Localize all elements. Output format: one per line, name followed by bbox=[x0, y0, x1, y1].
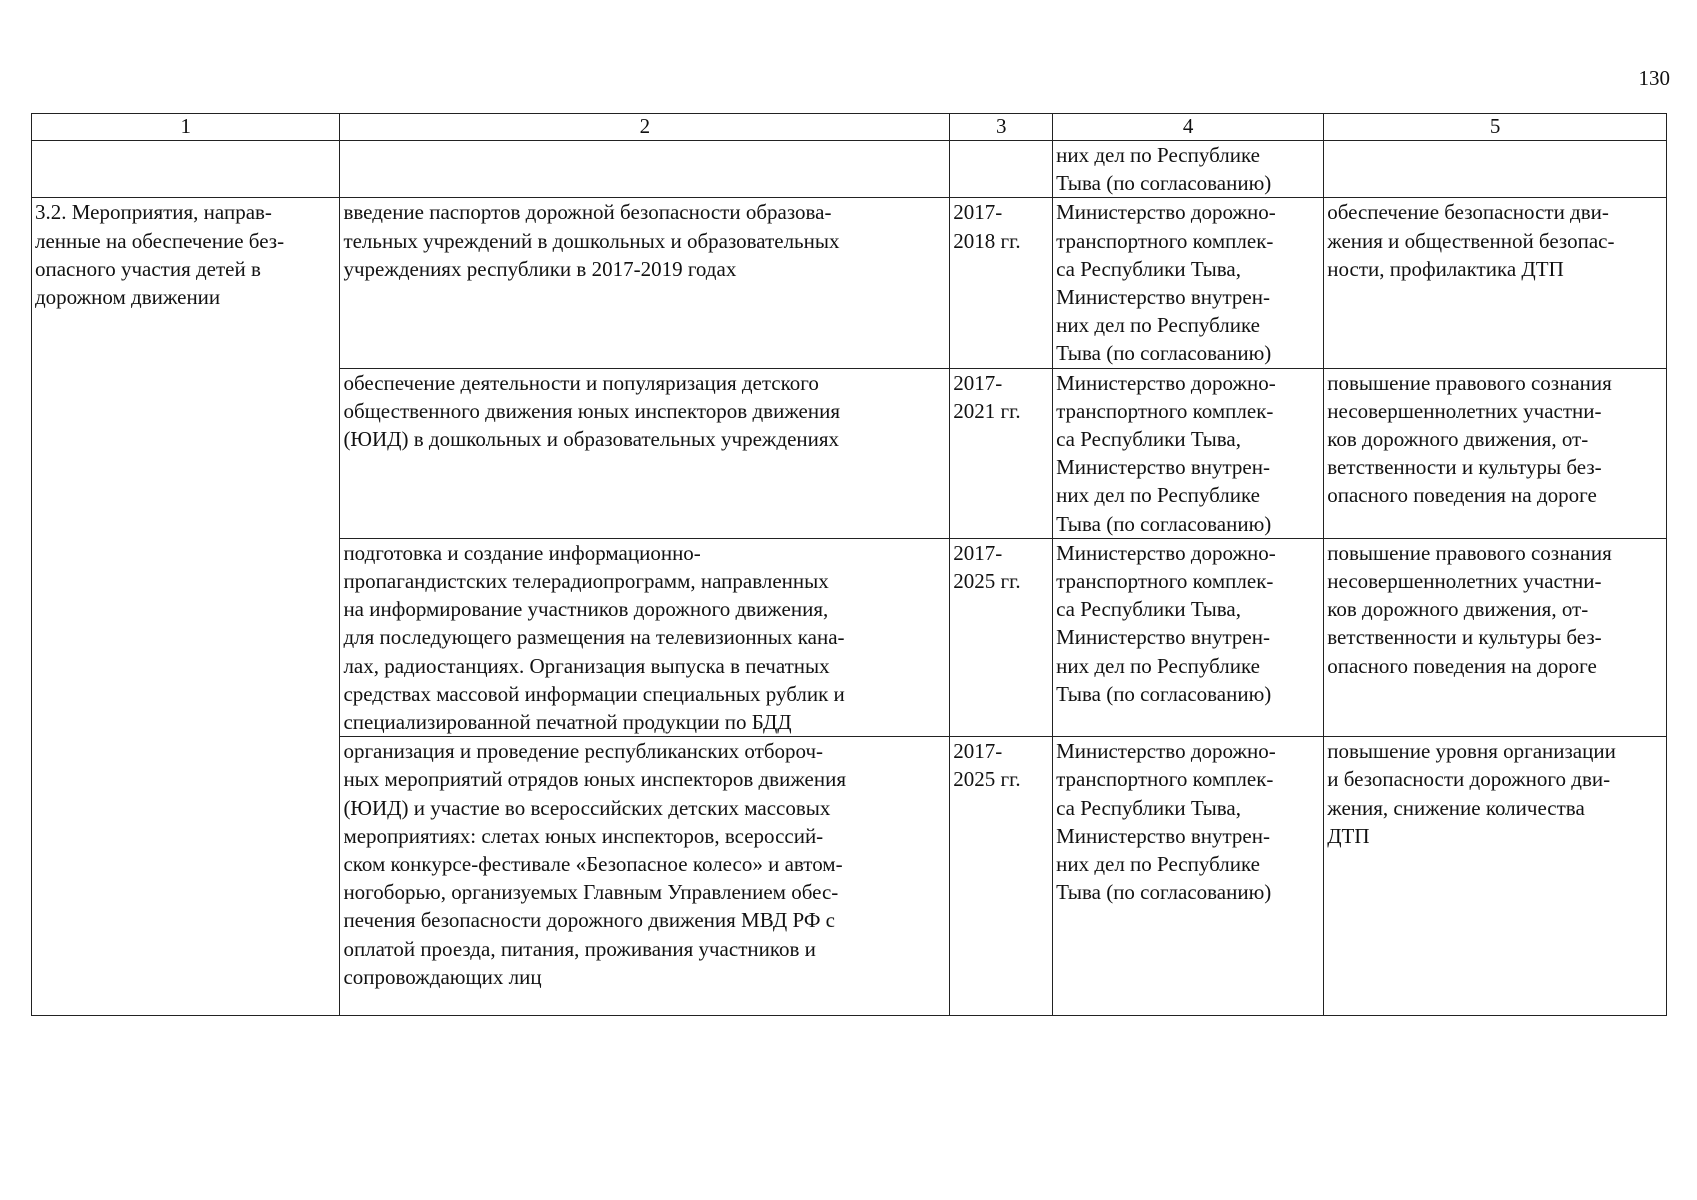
section-title-cell: 3.2. Мероприятия, направ- ленные на обеспечение без- опасного участия детей в дорожном движении bbox=[32, 198, 340, 1016]
continuation-cell-2 bbox=[340, 141, 950, 198]
column-number-3: 3 bbox=[950, 114, 1053, 141]
column-number-row bbox=[32, 114, 1667, 141]
page-number: 130 bbox=[1638, 66, 1670, 90]
continuation-executor-cell: них дел по Республике Тыва (по согласованию) bbox=[1053, 141, 1324, 198]
activity-cell: подготовка и создание информационно- пропагандистских телерадиопрограмм, направленных на информирование участников дорожного движения, для последующего размещения на телевизионных кана- лах, радиостанциях. Организация выпуска в печатных средствах массовой информации специальных рублик и специализированной печатной продукции по БДД bbox=[340, 538, 950, 736]
activity-cell: введение паспортов дорожной безопасности образова- тельных учреждений в дошкольных и образовательных учреждениях республики в 2017-2019 годах bbox=[340, 198, 950, 368]
column-number-4: 4 bbox=[1053, 114, 1324, 141]
table-row bbox=[32, 198, 1667, 368]
period-cell: 2017- 2021 гг. bbox=[950, 368, 1053, 538]
period-cell: 2017- 2018 гг. bbox=[950, 198, 1053, 368]
continuation-row bbox=[32, 141, 1667, 198]
period-cell: 2017- 2025 гг. bbox=[950, 737, 1053, 1016]
result-cell: повышение уровня организации и безопасности дорожного дви- жения, снижение количества ДТП bbox=[1324, 737, 1667, 1016]
result-cell: обеспечение безопасности дви- жения и общественной безопас- ности, профилактика ДТП bbox=[1324, 198, 1667, 368]
activity-cell: обеспечение деятельности и популяризация детского общественного движения юных инспекторов движения (ЮИД) в дошкольных и образовательных учреждениях bbox=[340, 368, 950, 538]
column-number-5: 5 bbox=[1324, 114, 1667, 141]
continuation-cell-5 bbox=[1324, 141, 1667, 198]
executor-cell: Министерство дорожно- транспортного комплек- са Республики Тыва, Министерство внутрен- них дел по Республике Тыва (по согласованию) bbox=[1053, 368, 1324, 538]
executor-cell: Министерство дорожно- транспортного комплек- са Республики Тыва, Министерство внутрен- них дел по Республике Тыва (по согласованию) bbox=[1053, 198, 1324, 368]
executor-cell: Министерство дорожно- транспортного комплек- са Республики Тыва, Министерство внутрен- них дел по Республике Тыва (по согласованию) bbox=[1053, 737, 1324, 1016]
measures-table bbox=[31, 113, 1667, 1016]
continuation-cell-1 bbox=[32, 141, 340, 198]
column-number-2: 2 bbox=[340, 114, 950, 141]
activity-cell: организация и проведение республиканских отбороч- ных мероприятий отрядов юных инспекторов движения (ЮИД) и участие во всероссийских детских массовых мероприятиях: слетах юных инспекторов, всероссий- ском конкурсе-фестивале «Безопасное колесо» и автом- ногоборью, организуемых Главным Управлением обес- печения безопасности дорожного движения МВД РФ с оплатой проезда, питания, проживания участников и сопровождающих лиц bbox=[340, 737, 950, 1016]
period-cell: 2017- 2025 гг. bbox=[950, 538, 1053, 736]
continuation-cell-3 bbox=[950, 141, 1053, 198]
result-cell: повышение правового сознания несовершеннолетних участни- ков дорожного движения, от- ветственности и культуры без- опасного поведения на дороге bbox=[1324, 368, 1667, 538]
column-number-1: 1 bbox=[32, 114, 340, 141]
result-cell: повышение правового сознания несовершеннолетних участни- ков дорожного движения, от- ветственности и культуры без- опасного поведения на дороге bbox=[1324, 538, 1667, 736]
executor-cell: Министерство дорожно- транспортного комплек- са Республики Тыва, Министерство внутрен- них дел по Республике Тыва (по согласованию) bbox=[1053, 538, 1324, 736]
